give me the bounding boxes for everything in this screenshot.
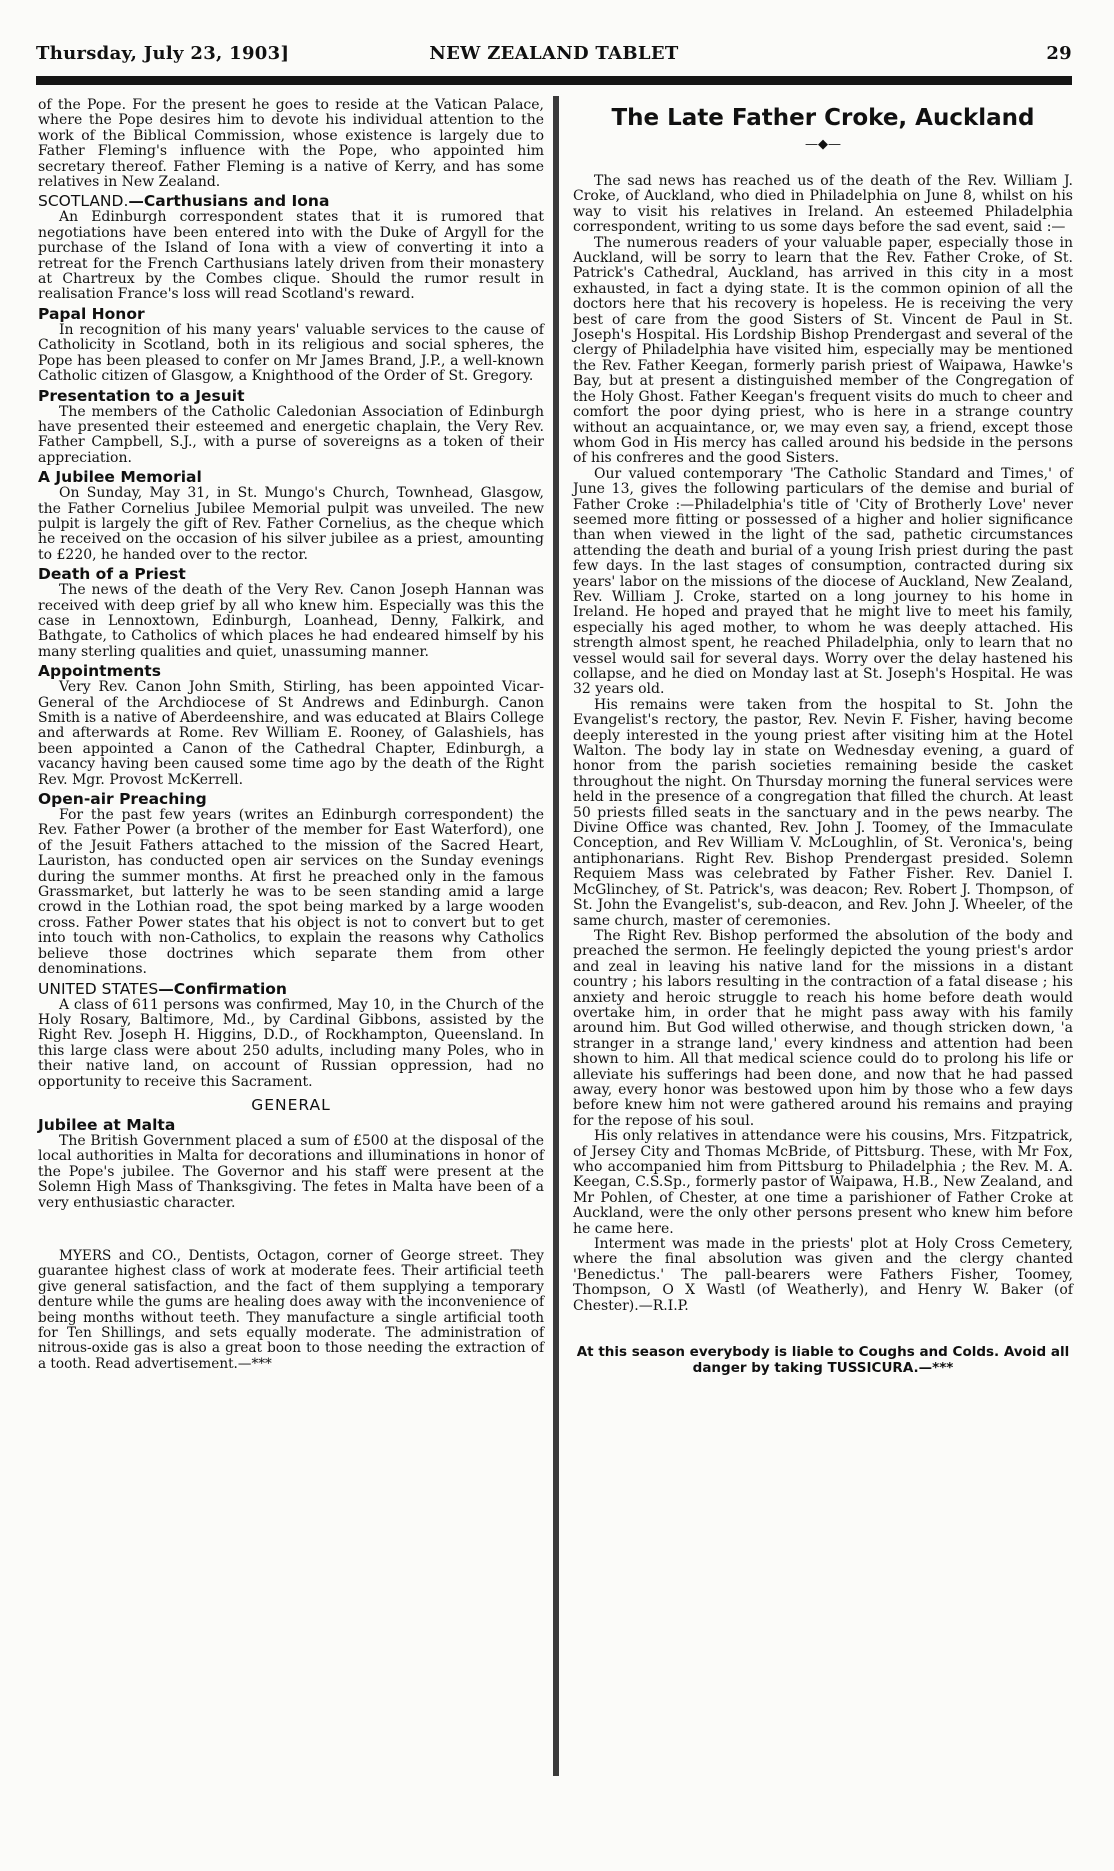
jubilee-memorial-heading: A Jubilee Memorial [38, 468, 202, 487]
advertisement-text: MYERS and CO., Dentists, Octagon, corner of George street. They guarantee highest class of work at moderate fees. Their artificial teeth give general satisfaction, and the fact of them supplying a temporary denture while the gums are healing does away with the inconvenience of being months without teeth. They manufacture a single artificial tooth for Ten Shillings, and sets equally moderate. The administration of nitrous-oxide gas is also a great boon to those needing the extraction of a tooth. Read advertisement.—*** [38, 1247, 544, 1372]
masthead-rule [36, 76, 1072, 85]
article-title: The Late Father Croke, Auckland [611, 105, 1035, 131]
left-column [38, 98, 544, 1372]
title-ornament: —◆— [805, 137, 841, 152]
jesuit-heading: Presentation to a Jesuit [38, 386, 245, 405]
united-states-kicker: UNITED STATES [38, 979, 159, 998]
scotland-subheading: —Carthusians and Iona [128, 192, 330, 211]
scotland-heading [38, 192, 544, 210]
united-states-heading [38, 980, 544, 998]
papal-honor-heading: Papal Honor [38, 304, 145, 323]
jubilee-memorial-paragraph: On Sunday, May 31, in St. Mungo's Church, Townhead, Glasgow, the Father Cornelius Jubilee Memorial pulpit was unveiled. The new pulpit is largely the gift of Rev. Father Cornelius, as the cheque which he received on the occasion of his silver jubilee as a priest, amounting to £220, he handed over to the rector. [38, 485, 544, 563]
page-number: 29 [1046, 43, 1072, 64]
masthead [36, 43, 1072, 75]
scotland-kicker: SCOTLAND. [38, 192, 129, 211]
death-of-priest-paragraph: The news of the death of the Very Rev. Canon Joseph Hannan was received with deep grief by all who knew him. Especially was this the case in Lennoxtown, Edinburgh, Loanhead, Denny, Falkirk, and Bathgate, to Catholics of which places he had endeared himself by his many sterling qualities and quiet, unassuming manner. [38, 582, 544, 660]
appointments-heading: Appointments [38, 662, 161, 681]
publication-title: NEW ZEALAND TABLET [429, 43, 679, 64]
open-air-preaching-paragraph: For the past few years (writes an Edinburgh correspondent) the Rev. Father Power (a brother of the member for East Waterford), one of the Jesuit Fathers attached to the mission of the Sacred Heart, Lauriston, has conducted open air services on the Sunday evenings during the summer months. At first he preached only in the famous Grassmarket, but latterly he was to be seen standing amid a large crowd in the Lothian road, the spot being marked by a large wooden cross. Father Power states that his object is not to convert but to get into touch with non-Catholics, to explain the reasons why Catholics believe those doctrines which separate them from other denominations. [38, 807, 544, 978]
croke-paragraph-4: His remains were taken from the hospital to St. John the Evangelist's rectory, the pastor, Rev. Nevin F. Fisher, having become deeply interested in the young priest after visiting him at the Hotel Walton. The body lay in state on Wednesday evening, a guard of honor from the parish societies remaining beside the casket throughout the night. On Thursday morning the funeral services were held in the presence of a congregation that filled the church. At least 50 priests filled seats in the sanctuary and in the pews nearby. The Divine Office was chanted, Rev. John J. Toomey, of the Immaculate Conception, and Rev William V. McLoughlin, of St. Veronica's, being antiphonarians. Right Rev. Bishop Prendergast presided. Solemn Requiem Mass was celebrated by Father Fisher. Rev. Daniel I. McGlinchey, of St. Patrick's, was deacon; Rev. Robert J. Thompson, of St. John the Evangelist's, sub-deacon, and Rev. John J. Wheeler, of the same church, master of ceremonies. [573, 696, 1073, 929]
dentist-advertisement [38, 1249, 544, 1372]
croke-paragraph-7: Interment was made in the priests' plot at Holy Cross Cemetery, where the final absolution was given and the clergy chanted 'Benedictus.' The pall-bearers were Fathers Fisher, Toomey, Thompson, O X Wastl (of Weatherly), and Henry W. Baker (of Chester).—R.I.P. [573, 1236, 1073, 1314]
confirmation-paragraph: A class of 611 persons was confirmed, May 10, in the Church of the Holy Rosary, Baltimore, Md., by Cardinal Gibbons, assisted by the Right Rev. Joseph H. Higgins, D.D., of Rockhampton, Queensland. In this large class were about 250 adults, including many Poles, who in their native land, on account of Russian oppression, had no opportunity to receive this Sacrament. [38, 996, 544, 1090]
croke-paragraph-1: The sad news has reached us of the death of the Rev. William J. Croke, of Auckland, who died in Philadelphia on June 8, whilst on his way to visit his relatives in Ireland. An esteemed Philadelphia correspondent, writing to us some days before the sad event, said :— [573, 173, 1073, 236]
issue-date: Thursday, July 23, 1903] [36, 43, 290, 64]
malta-paragraph: The British Government placed a sum of £500 at the disposal of the local authorities in Malta for decorations and illuminations in honor of the Pope's jubilee. The Governor and his staff were present at the Solemn High Mass of Thanksgiving. The fetes in Malta have been of a very enthusiastic character. [38, 1132, 544, 1211]
malta-heading: Jubilee at Malta [38, 1115, 176, 1134]
tussicura-notice: At this season everybody is liable to Coughs and Colds. Avoid all danger by taking TUSSICURA.—*** [576, 1344, 1070, 1377]
column-divider [553, 96, 559, 1776]
scotland-paragraph: An Edinburgh correspondent states that it is rumored that negotiations have been entered into with the Duke of Argyll for the purchase of the Island of Iona with a view of converting it into a retreat for the French Carthusians lately driven from their monastery at Chartreux by the Combes clique. Should the rumor result in realisation France's loss will read Scotland's reward. [38, 209, 544, 303]
jesuit-paragraph: The members of the Catholic Caledonian Association of Edinburgh have presented their esteemed and energetic chaplain, the Very Rev. Father Campbell, S.J., with a purse of sovereigns as a token of their appreciation. [38, 403, 544, 466]
confirmation-subheading: —Confirmation [158, 979, 287, 998]
croke-paragraph-6: His only relatives in attendance were his cousins, Mrs. Fitzpatrick, of Jersey City and Thomas McBride, of Pittsburg. These, with Mr Fox, who accompanied him from Pittsburg to Philadelphia ; the Rev. M. A. Keegan, C.S.Sp., formerly pastor of Waipawa, H.B., New Zealand, and Mr Pohlen, of Chester, at one time a parishioner of Father Croke at Auckland, were the only other persons present who knew him before he came here. [573, 1128, 1073, 1237]
croke-paragraph-5: The Right Rev. Bishop performed the absolution of the body and preached the sermon. He feelingly depicted the young priest's ardor and zeal in leaving his native land for the missions in a distant country ; his labors resulting in the contraction of a fatal disease ; his anxiety and heroic struggle to reach his home before death would overtake him, in order that he might pass away with his family around him. But God willed otherwise, and though stricken down, 'a stranger in a strange land,' every kindness and attention had been shown to him. All that medical science could do to prolong his life or alleviate his sufferings had been done, and now that he had passed away, every honor was bestowed upon him by those who a few days before knew him not were gathered around his remains and praying for the repose of his soul. [573, 927, 1073, 1129]
right-column [573, 98, 1073, 1376]
papal-honor-paragraph: In recognition of his many years' valuable services to the cause of Catholicity in Scotland, both in its religious and social spheres, the Pope has been pleased to confer on Mr James Brand, J.P., a well-known Catholic citizen of Glasgow, a Knighthood of the Order of St. Gregory. [38, 321, 544, 385]
appointments-paragraph: Very Rev. Canon John Smith, Stirling, has been appointed Vicar-General of the Archdiocese of St Andrews and Edinburgh. Canon Smith is a native of Aberdeenshire, and was educated at Blairs College and afterwards at Rome. Rev William E. Rooney, of Galashiels, has been appointed a Canon of the Cathedral Chapter, Edinburgh, a vacancy having been caused some time ago by the death of the Right Rev. Mgr. Provost McKerrell. [38, 679, 544, 788]
general-heading: GENERAL [251, 1095, 331, 1114]
croke-paragraph-3: Our valued contemporary 'The Catholic Standard and Times,' of June 13, gives the following particulars of the demise and burial of Father Croke :—Philadelphia's title of 'City of Brotherly Love' never seemed more fitting or possessed of a higher and holier significance than when viewed in the light of the sad, pathetic circumstances attending the death and burial of a young Irish priest during the past few days. In the last stages of consumption, contracted during six years' labor on the missions of the diocese of Auckland, New Zealand, Rev. William J. Croke, started on a long journey to his home in Ireland. He hoped and prayed that he might live to meet his family, especially his aged mother, to whom he was deeply attached. His strength almost spent, he reached Philadelphia, only to learn that no vessel would sail for several days. Worry over the delay hastened his collapse, and he died on Monday last at St. Joseph's Hospital. He was 32 years old. [573, 465, 1073, 698]
intro-paragraph: of the Pope. For the present he goes to reside at the Vatican Palace, where the Pope desires him to devote his individual attention to the work of the Biblical Commission, whose existence is largely due to Father Fleming's influence with the Pope, who appointed him secretary thereof. Father Fleming is a native of Kerry, and has some relatives in New Zealand. [38, 97, 544, 191]
open-air-preaching-heading: Open-air Preaching [38, 790, 207, 809]
death-of-priest-heading: Death of a Priest [38, 565, 186, 584]
croke-paragraph-2: The numerous readers of your valuable paper, especially those in Auckland, will be sorry to learn that the Rev. Father Croke, of St. Patrick's Cathedral, Auckland, has arrived in this city in a most exhausted, in fact a dying state. It is the common opinion of all the doctors here that his recovery is hopeless. He is receiving the very best of care from the good Sisters of St. Vincent de Paul in St. Joseph's Hospital. His Lordship Bishop Prendergast and several of the clergy of Philadelphia have visited him, especially may be mentioned the Rev. Father Keegan, formerly parish priest of Waipawa, Hawke's Bay, but at present a distinguished member of the Congregation of the Holy Ghost. Father Keegan's frequent visits do much to cheer and comfort the poor dying priest, who is here in a strange country without an acquaintance, or, we may even say, a friend, except those whom God in His mercy has called around his bedside in the persons of his confreres and the good Sisters. [573, 234, 1073, 467]
